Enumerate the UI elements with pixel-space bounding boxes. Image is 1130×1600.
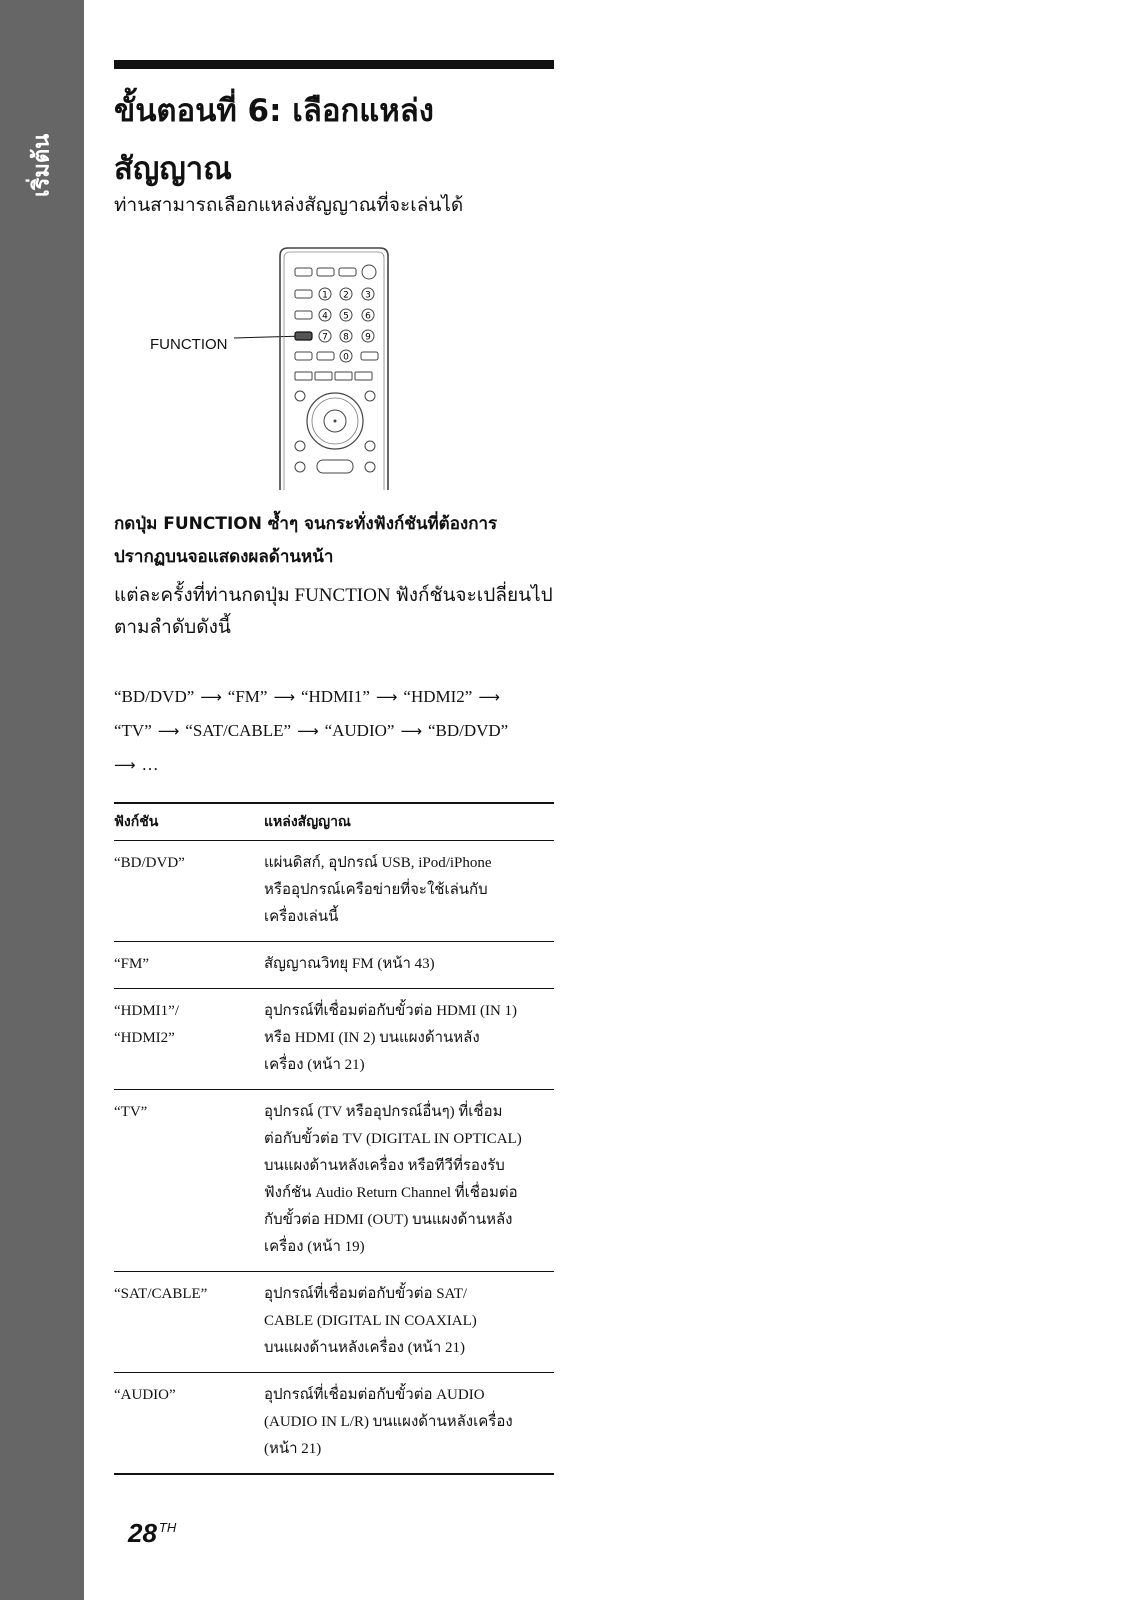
- side-tab: [0, 0, 84, 1600]
- source-cell: [264, 1382, 554, 1463]
- function-cell: [114, 1281, 264, 1362]
- sequence-item: “BD/DVD”: [427, 721, 509, 740]
- sequence-row: [114, 714, 564, 748]
- source-cell: [264, 1099, 554, 1261]
- source-cell-line: กับขั้วต่อ HDMI (OUT) บนแผงด้านหลัง: [264, 1212, 513, 1228]
- number-key: [340, 288, 352, 301]
- function-cell: [114, 1382, 264, 1463]
- arrow-right-icon: ⟶: [297, 722, 319, 740]
- arrow-right-icon: ⟶: [157, 722, 180, 740]
- remote-figure: [150, 246, 410, 490]
- title-line: สัญญาณ: [114, 151, 232, 187]
- source-cell-line: อุปกรณ์ที่เชื่อมต่อกับขั้วต่อ AUDIO: [264, 1387, 485, 1403]
- column-header-function: ฟังก์ชัน: [114, 814, 159, 830]
- source-cell-line: (หน้า 21): [264, 1441, 322, 1457]
- table-header: [114, 804, 554, 841]
- source-cell-line: อุปกรณ์ที่เชื่อมต่อกับขั้วต่อ HDMI (IN 1): [264, 1003, 518, 1019]
- function-sequence: [114, 680, 564, 782]
- instruction-heading-line: ปรากฏบนจอแสดงผลด้านหน้า: [114, 547, 334, 567]
- function-cell-line: “SAT/CABLE”: [114, 1286, 208, 1302]
- number-key: [340, 309, 352, 322]
- number-key-label: 5: [343, 311, 349, 322]
- function-button: [295, 332, 312, 340]
- source-cell-line: CABLE (DIGITAL IN COAXIAL): [264, 1313, 477, 1329]
- function-cell: [114, 850, 264, 931]
- function-cell-line: “AUDIO”: [114, 1387, 176, 1403]
- sequence-item: “BD/DVD”: [114, 687, 195, 706]
- number-key: [362, 288, 374, 301]
- function-cell: [114, 998, 264, 1079]
- sequence-item: “HDMI2”: [403, 687, 473, 706]
- source-cell-line: บนแผงด้านหลังเครื่อง (หน้า 21): [264, 1340, 465, 1356]
- number-key-label: 8: [343, 332, 349, 343]
- instruction-body-line: แต่ละครั้งที่ท่านกดปุ่ม FUNCTION ฟังก์ชันจะเปลี่ยนไป: [114, 585, 553, 606]
- source-cell: [264, 1281, 554, 1362]
- function-cell-line: “HDMI1”/: [114, 1003, 179, 1019]
- arrow-right-icon: ⟶: [273, 688, 295, 706]
- function-table: [114, 802, 554, 1475]
- remote-control-illustration: [150, 246, 410, 490]
- source-cell-line: หรือ HDMI (IN 2) บนแผงด้านหลัง: [264, 1030, 480, 1046]
- source-cell-line: สัญญาณวิทยุ FM (หน้า 43): [264, 956, 435, 972]
- instruction-heading-line: กดปุ่ม FUNCTION ซ้ำๆ จนกระทั่งฟังก์ชันที่ต้องการ: [114, 514, 498, 534]
- source-cell-line: อุปกรณ์ที่เชื่อมต่อกับขั้วต่อ SAT/: [264, 1286, 468, 1302]
- page-number-value: 28: [128, 1518, 157, 1548]
- number-key-label: 6: [365, 311, 371, 322]
- function-cell: [114, 951, 264, 978]
- arrow-right-icon: ⟶: [478, 688, 500, 706]
- sequence-row: [114, 748, 564, 782]
- page-title: [114, 82, 564, 198]
- sequence-item: “SAT/CABLE”: [185, 721, 292, 740]
- source-cell-line: เครื่องเล่นนี้: [264, 909, 339, 925]
- sequence-row: [114, 680, 564, 714]
- table-row: [114, 1090, 554, 1272]
- table-row: [114, 841, 554, 942]
- sequence-item: “HDMI1”: [300, 687, 370, 706]
- number-key: [340, 330, 352, 343]
- number-key: [362, 330, 374, 343]
- sequence-item: “TV”: [114, 721, 152, 740]
- arrow-right-icon: ⟶: [114, 756, 136, 774]
- page-number: [128, 1518, 176, 1549]
- table-row: [114, 989, 554, 1090]
- source-cell-line: เครื่อง (หน้า 19): [264, 1239, 365, 1255]
- number-key-label: 9: [365, 332, 371, 343]
- table-body: [114, 841, 554, 1475]
- source-cell-line: หรืออุปกรณ์เครือข่ายที่จะใช้เล่นกับ: [264, 882, 488, 898]
- arrow-right-icon: ⟶: [375, 688, 398, 706]
- function-cell-line: “FM”: [114, 956, 149, 972]
- column-header-source: แหล่งสัญญาณ: [264, 814, 351, 830]
- arrow-right-icon: ⟶: [200, 688, 222, 706]
- number-key-label: 3: [365, 290, 371, 301]
- sequence-ellipsis: …: [141, 755, 159, 774]
- source-cell-line: เครื่อง (หน้า 21): [264, 1057, 365, 1073]
- section-label: เริ่มต้น: [29, 133, 55, 197]
- function-callout-label: FUNCTION: [150, 336, 228, 353]
- instruction-heading: [114, 508, 554, 574]
- source-cell-line: อุปกรณ์ (TV หรืออุปกรณ์อื่นๆ) ที่เชื่อม: [264, 1104, 503, 1120]
- number-key-label: 0: [343, 352, 349, 363]
- source-cell-line: บนแผงด้านหลังเครื่อง หรือทีวีที่รองรับ: [264, 1158, 505, 1174]
- arrow-right-icon: ⟶: [400, 722, 422, 740]
- function-cell: [114, 1099, 264, 1261]
- source-cell-line: ต่อกับขั้วต่อ TV (DIGITAL IN OPTICAL): [264, 1131, 522, 1147]
- function-cell-line: “TV”: [114, 1104, 148, 1120]
- table-row: [114, 1373, 554, 1475]
- number-key-label: 1: [322, 290, 328, 301]
- source-cell-line: ฟังก์ชัน Audio Return Channel ที่เชื่อมต่อ: [264, 1185, 518, 1201]
- page-number-suffix: TH: [158, 1520, 177, 1535]
- table-row: [114, 942, 554, 989]
- function-cell-line: “HDMI2”: [114, 1030, 175, 1046]
- title-rule: [114, 60, 554, 69]
- source-cell-line: (AUDIO IN L/R) บนแผงด้านหลังเครื่อง: [264, 1414, 513, 1430]
- sequence-item: “AUDIO”: [324, 721, 395, 740]
- source-cell-line: แผ่นดิสก์, อุปกรณ์ USB, iPod/iPhone: [264, 855, 492, 871]
- number-key: [362, 309, 374, 322]
- source-cell: [264, 998, 554, 1079]
- number-key: [319, 309, 331, 322]
- number-key: [319, 288, 331, 301]
- instruction-body: [114, 580, 554, 644]
- source-cell: [264, 850, 554, 931]
- number-key-label: 4: [322, 311, 328, 322]
- sequence-item: “FM”: [227, 687, 268, 706]
- number-key: [319, 330, 331, 343]
- instruction-body-line: ตามลำดับดังนี้: [114, 617, 231, 638]
- number-key: [340, 350, 352, 363]
- title-line: ขั้นตอนที่ 6: เลือกแหล่ง: [114, 93, 434, 129]
- number-key-label: 7: [322, 332, 328, 343]
- function-cell-line: “BD/DVD”: [114, 855, 185, 871]
- intro-text: ท่านสามารถเลือกแหล่งสัญญาณที่จะเล่นได้: [114, 195, 464, 216]
- source-cell: [264, 951, 554, 978]
- number-key-label: 2: [343, 290, 349, 301]
- table-row: [114, 1272, 554, 1373]
